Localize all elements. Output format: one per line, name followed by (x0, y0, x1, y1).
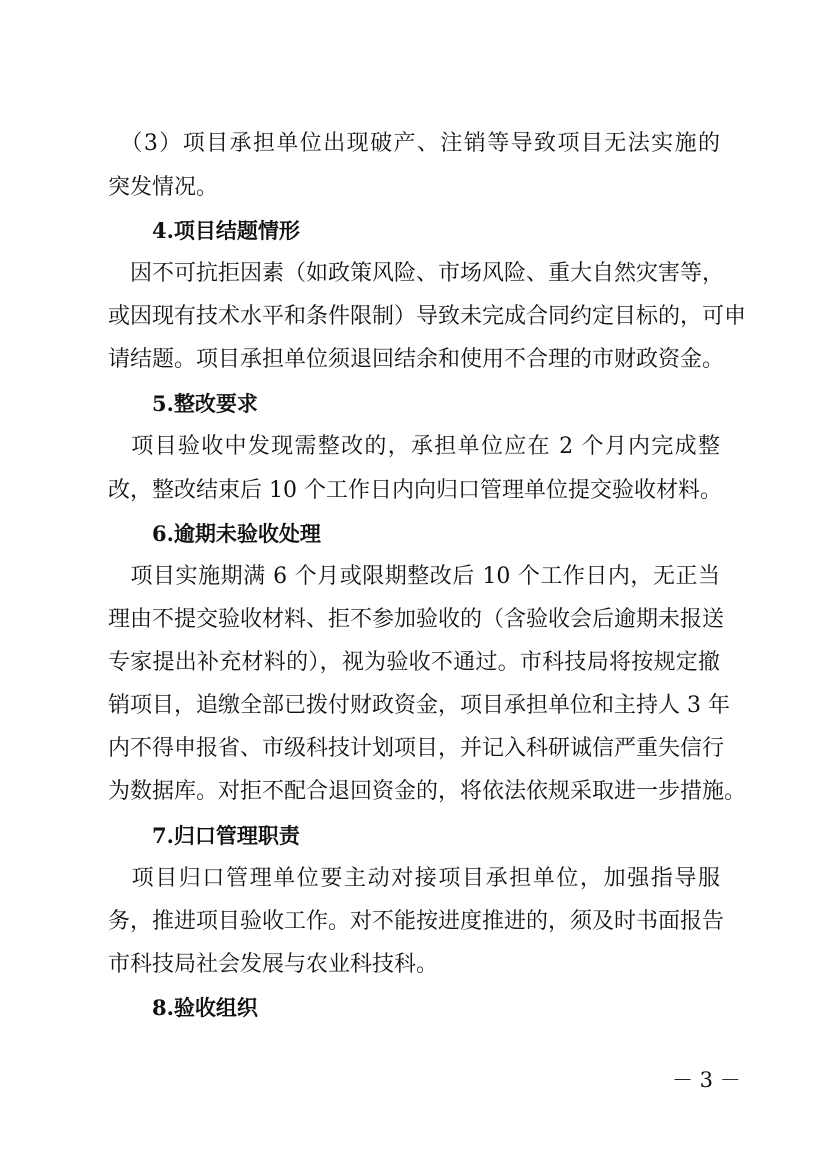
paragraph-line: 改，整改结束后 10 个工作日内向归口管理单位提交验收材料。 (108, 478, 722, 503)
paragraph-line: 或因现有技术水平和条件限制）导致未完成合同约定目标的，可申 (108, 304, 747, 329)
paragraph-line: 内不得申报省、市级科技计划项目，并记入科研诚信严重失信行 (108, 736, 725, 761)
section-heading: 5.整改要求 (152, 391, 258, 416)
paragraph-line: 务，推进项目验收工作。对不能按进度推进的，须及时书面报告 (108, 909, 725, 934)
paragraph-line: 为数据库。对拒不配合退回资金的，将依法依规采取进一步措施。 (108, 779, 747, 804)
paragraph-line: 突发情况。 (108, 175, 219, 200)
paragraph-line: 因不可抗拒因素（如政策风险、市场风险、重大自然灾害等， (108, 261, 725, 286)
paragraph-line: 项目归口管理单位要主动对接项目承担单位，加强指导服 (108, 866, 720, 891)
paragraph-line: 请结题。项目承担单位须退回结余和使用不合理的市财政资金。 (108, 347, 725, 372)
section-heading: 7.归口管理职责 (152, 823, 300, 848)
section-heading: 8.验收组织 (152, 995, 258, 1020)
paragraph-line: 理由不提交验收材料、拒不参加验收的（含验收会后逾期未报送 (108, 607, 725, 632)
paragraph-line: （3）项目承担单位出现破产、注销等导致项目无法实施的 (108, 131, 720, 156)
page-number: － 3 － (672, 1068, 741, 1092)
section-heading: 4.项目结题情形 (152, 218, 300, 243)
paragraph-line: 专家提出补充材料的），视为验收不通过。市科技局将按规定撤 (108, 650, 720, 675)
section-heading: 6.逾期未验收处理 (152, 521, 321, 546)
paragraph-line: 项目实施期满 6 个月或限期整改后 10 个工作日内，无正当 (108, 564, 720, 589)
paragraph-line: 销项目，追缴全部已拨付财政资金，项目承担单位和主持人 3 年 (108, 693, 730, 718)
paragraph-line: 项目验收中发现需整改的，承担单位应在 2 个月内完成整 (108, 434, 720, 459)
paragraph-line: 市科技局社会发展与农业科技科。 (108, 952, 439, 977)
